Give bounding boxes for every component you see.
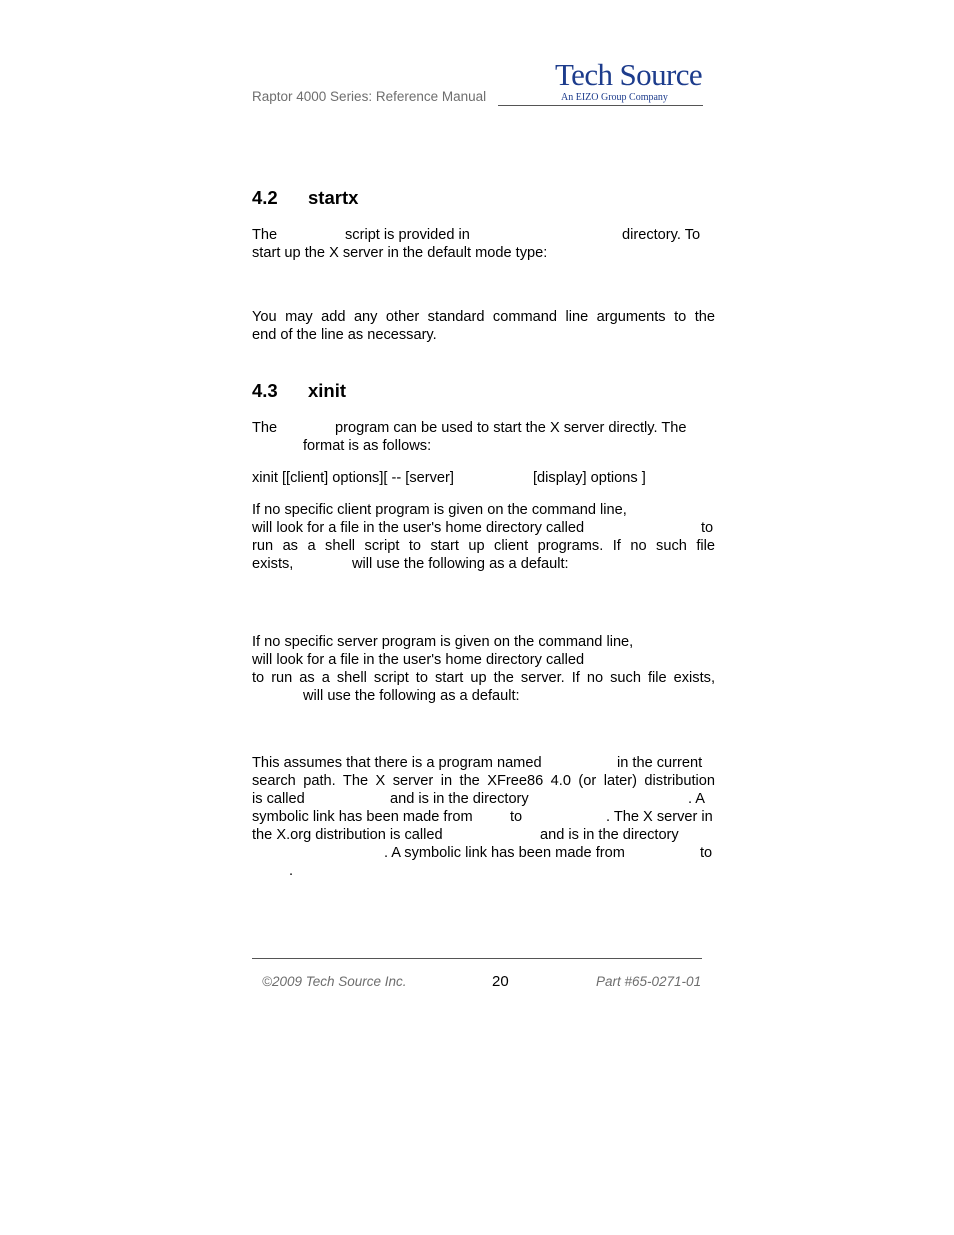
text-fragment: will look for a file in the user's home directory called <box>252 520 585 536</box>
text-line <box>252 555 715 573</box>
footer-part-number: Part #65-0271-01 <box>596 974 702 989</box>
section-title: startx <box>308 187 359 208</box>
header-rule <box>498 105 703 106</box>
text-fragment: to <box>510 809 523 825</box>
running-header-title: Raptor 4000 Series: Reference Manual <box>252 89 487 104</box>
text-line: start up the X server in the default mode type: <box>252 245 548 261</box>
text-fragment: . A <box>688 791 706 807</box>
text-line: will look for a file in the user's home directory called <box>252 652 585 668</box>
text-fragment: directory. To <box>622 227 701 243</box>
text-line: end of the line as necessary. <box>252 327 437 343</box>
section-number: 4.3 <box>252 380 278 401</box>
text-fragment: . A symbolic link has been made from <box>384 845 625 861</box>
text-fragment: program can be used to start the X server directly. The <box>335 420 687 436</box>
text-line <box>252 844 715 862</box>
text-line <box>252 419 715 437</box>
text-fragment: and is in the directory <box>390 791 529 807</box>
logo-tagline: An EIZO Group Company <box>561 92 668 103</box>
text-line: If no specific server program is given on the command line, <box>252 634 634 650</box>
startx-paragraph-1 <box>252 226 715 262</box>
xinit-paragraph-3 <box>252 633 715 705</box>
text-fragment: exists, <box>252 556 294 572</box>
text-fragment: [display] options ] <box>533 470 646 486</box>
text-line <box>252 754 715 772</box>
text-fragment: The <box>252 420 278 436</box>
text-fragment: script is provided in <box>345 227 470 243</box>
text-fragment: symbolic link has been made from <box>252 809 473 825</box>
text-fragment: to <box>701 520 714 536</box>
text-line: search path. The X server in the XFree86 4.0 (or later) distribution <box>252 773 715 789</box>
footer-rule <box>252 958 702 959</box>
section-heading-startx <box>252 187 358 209</box>
footer-copyright: ©2009 Tech Source Inc. <box>262 974 407 989</box>
text-line <box>252 226 715 244</box>
startx-paragraph-2 <box>252 308 715 344</box>
tech-source-logo: Tech Source <box>555 57 703 92</box>
text-line <box>252 826 715 844</box>
section-title: xinit <box>308 380 347 401</box>
xinit-paragraph-4 <box>252 754 715 880</box>
xinit-paragraph-1 <box>252 419 715 455</box>
text-fragment: The <box>252 227 278 243</box>
xinit-paragraph-2 <box>252 501 715 573</box>
text-fragment: This assumes that there is a program named <box>252 755 542 771</box>
text-line: run as a shell script to start up client programs. If no such file <box>252 538 715 554</box>
section-heading-xinit <box>252 380 346 402</box>
text-line: to run as a shell script to start up the server. If no such file exists, <box>252 670 715 686</box>
text-fragment: and is in the directory <box>540 827 679 843</box>
text-line: format is as follows: <box>303 438 432 454</box>
text-line: will use the following as a default: <box>303 688 520 704</box>
text-fragment: the X.org distribution is called <box>252 827 443 843</box>
text-fragment: in the current <box>617 755 703 771</box>
text-line: . <box>289 863 294 879</box>
text-line <box>252 808 715 826</box>
section-number: 4.2 <box>252 187 278 208</box>
text-fragment: to <box>700 845 713 861</box>
xinit-syntax <box>252 469 715 487</box>
text-line <box>252 790 715 808</box>
text-fragment: . The X server in <box>606 809 713 825</box>
text-fragment: xinit [[client] options][ -- [server] <box>252 470 454 486</box>
text-fragment: is called <box>252 791 305 807</box>
page-number: 20 <box>492 973 509 990</box>
text-line <box>252 519 715 537</box>
text-fragment: will use the following as a default: <box>352 556 569 572</box>
text-line: You may add any other standard command line arguments to the <box>252 309 715 325</box>
text-line: If no specific client program is given on the command line, <box>252 502 627 518</box>
